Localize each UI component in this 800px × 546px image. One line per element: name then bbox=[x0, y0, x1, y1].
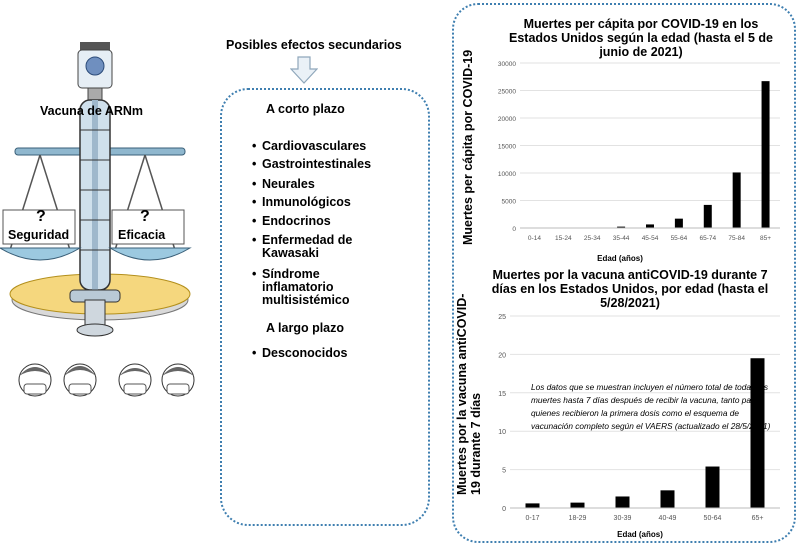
chart2-y-tick-label: 25 bbox=[498, 314, 506, 321]
chart2-bar-40-49 bbox=[661, 490, 675, 508]
chart2-bar-18-29 bbox=[571, 503, 585, 508]
chart1-y-tick-label: 25000 bbox=[497, 88, 516, 96]
chart2-x-axis-label: Edad (años) bbox=[617, 530, 663, 539]
chart1-x-tick-label: 25-34 bbox=[583, 235, 601, 242]
chart2-bar-0-17 bbox=[526, 503, 540, 508]
chart2-y-tick-label: 20 bbox=[498, 352, 506, 360]
list-item: • Inmunológicos bbox=[262, 196, 351, 209]
side-effects-title: Posibles efectos secundarios bbox=[226, 38, 402, 52]
chart1-y-axis-label: Muertes per cápita por COVID-19 bbox=[461, 49, 475, 245]
list-item: • Endocrinos bbox=[262, 215, 331, 228]
safety-label: Seguridad bbox=[8, 228, 70, 242]
chart2-x-tick-label: 65+ bbox=[751, 515, 764, 522]
short-term-list bbox=[250, 140, 420, 310]
chart1-y-tick-label: 30000 bbox=[497, 61, 516, 68]
list-item: • Cardiovasculares bbox=[262, 140, 366, 153]
chart1-y-tick-label: 15000 bbox=[497, 143, 516, 151]
chart2-x-tick-label: 30-39 bbox=[613, 515, 632, 522]
chart1-x-tick-label: 75-84 bbox=[728, 235, 745, 242]
chart1-x-tick-label: 0-14 bbox=[527, 235, 541, 242]
chart2-title: Muertes por la vacuna antiCOVID-19 durante 7 días en los Estados Unidos, por edad (hasta el 5/28/2021) bbox=[491, 268, 769, 310]
efficacy-label: Eficacia bbox=[118, 228, 166, 242]
chart2-y-tick-label: 5 bbox=[502, 467, 506, 475]
chart1-bar-75-84 bbox=[733, 172, 741, 228]
chart1-bar-85+ bbox=[762, 81, 770, 228]
chart2-x-tick-label: 40-49 bbox=[658, 515, 677, 522]
chart2-y-tick-label: 15 bbox=[498, 390, 506, 398]
chart2-bar-50-64 bbox=[706, 467, 720, 508]
chart2-bar-30-39 bbox=[616, 496, 630, 508]
chart1-y-tick-label: 5000 bbox=[501, 198, 516, 206]
vaccine-balance-illustration bbox=[0, 0, 215, 546]
short-term-heading: A corto plazo bbox=[266, 102, 345, 116]
chart2-y-axis-label: Muertes por la vacuna antiCOVID-19 durante 7 días bbox=[455, 293, 483, 495]
list-item: • Neurales bbox=[262, 178, 315, 191]
list-item: • Desconocidos bbox=[262, 347, 347, 360]
chart1-y-tick-label: 10000 bbox=[497, 171, 516, 178]
chart1-bar-45-54 bbox=[646, 224, 654, 228]
chart1-x-axis-label: Edad (años) bbox=[597, 254, 643, 263]
chart1-y-tick-label: 20000 bbox=[497, 116, 516, 123]
chart2-x-tick-label: 18-29 bbox=[568, 515, 587, 522]
chart1-bar-65-74 bbox=[704, 205, 712, 228]
chart1-x-tick-label: 15-24 bbox=[555, 235, 572, 242]
safety-question-mark: ? bbox=[36, 208, 46, 225]
chart1-x-tick-label: 55-64 bbox=[670, 235, 688, 242]
chart1-x-tick-label: 35-44 bbox=[612, 235, 630, 242]
chart2-x-tick-label: 50-64 bbox=[703, 515, 722, 522]
chart1-x-tick-label: 65-74 bbox=[699, 235, 717, 242]
list-item: • Enfermedad de Kawasaki bbox=[262, 234, 367, 260]
chart2-y-tick-label: 0 bbox=[502, 506, 506, 513]
list-item: • Síndrome inflamatorio multisistémico bbox=[262, 268, 362, 307]
chart1-x-tick-label: 85+ bbox=[760, 235, 772, 242]
chart2-annotation: Los datos que se muestran incluyen el número total de todas las muertes hasta 7 días después de recibir la vacuna, tanto para quienes recibieron la primera dosis como el esquema de vacunación completo según el VAERS (actualizado el 28/5/2021) bbox=[531, 382, 771, 431]
vaccine-label: Vacuna de ARNm bbox=[40, 104, 144, 118]
chart1-title: Muertes per cápita por COVID-19 en los Estados Unidos según la edad (hasta el 5 de junio de 2021) bbox=[509, 17, 773, 59]
chart2-x-tick-label: 0-17 bbox=[525, 515, 540, 522]
chart1-x-tick-label: 45-54 bbox=[641, 235, 659, 242]
chart1-plot bbox=[480, 55, 780, 265]
list-item: • Gastrointestinales bbox=[262, 158, 371, 171]
down-arrow-icon bbox=[290, 56, 318, 84]
chart2-y-tick-label: 10 bbox=[498, 429, 506, 437]
long-term-heading: A largo plazo bbox=[266, 321, 345, 335]
chart1-bar-55-64 bbox=[675, 219, 683, 228]
long-term-list bbox=[250, 347, 420, 367]
efficacy-question-mark: ? bbox=[140, 208, 150, 225]
chart1-y-tick-label: 0 bbox=[512, 226, 516, 233]
